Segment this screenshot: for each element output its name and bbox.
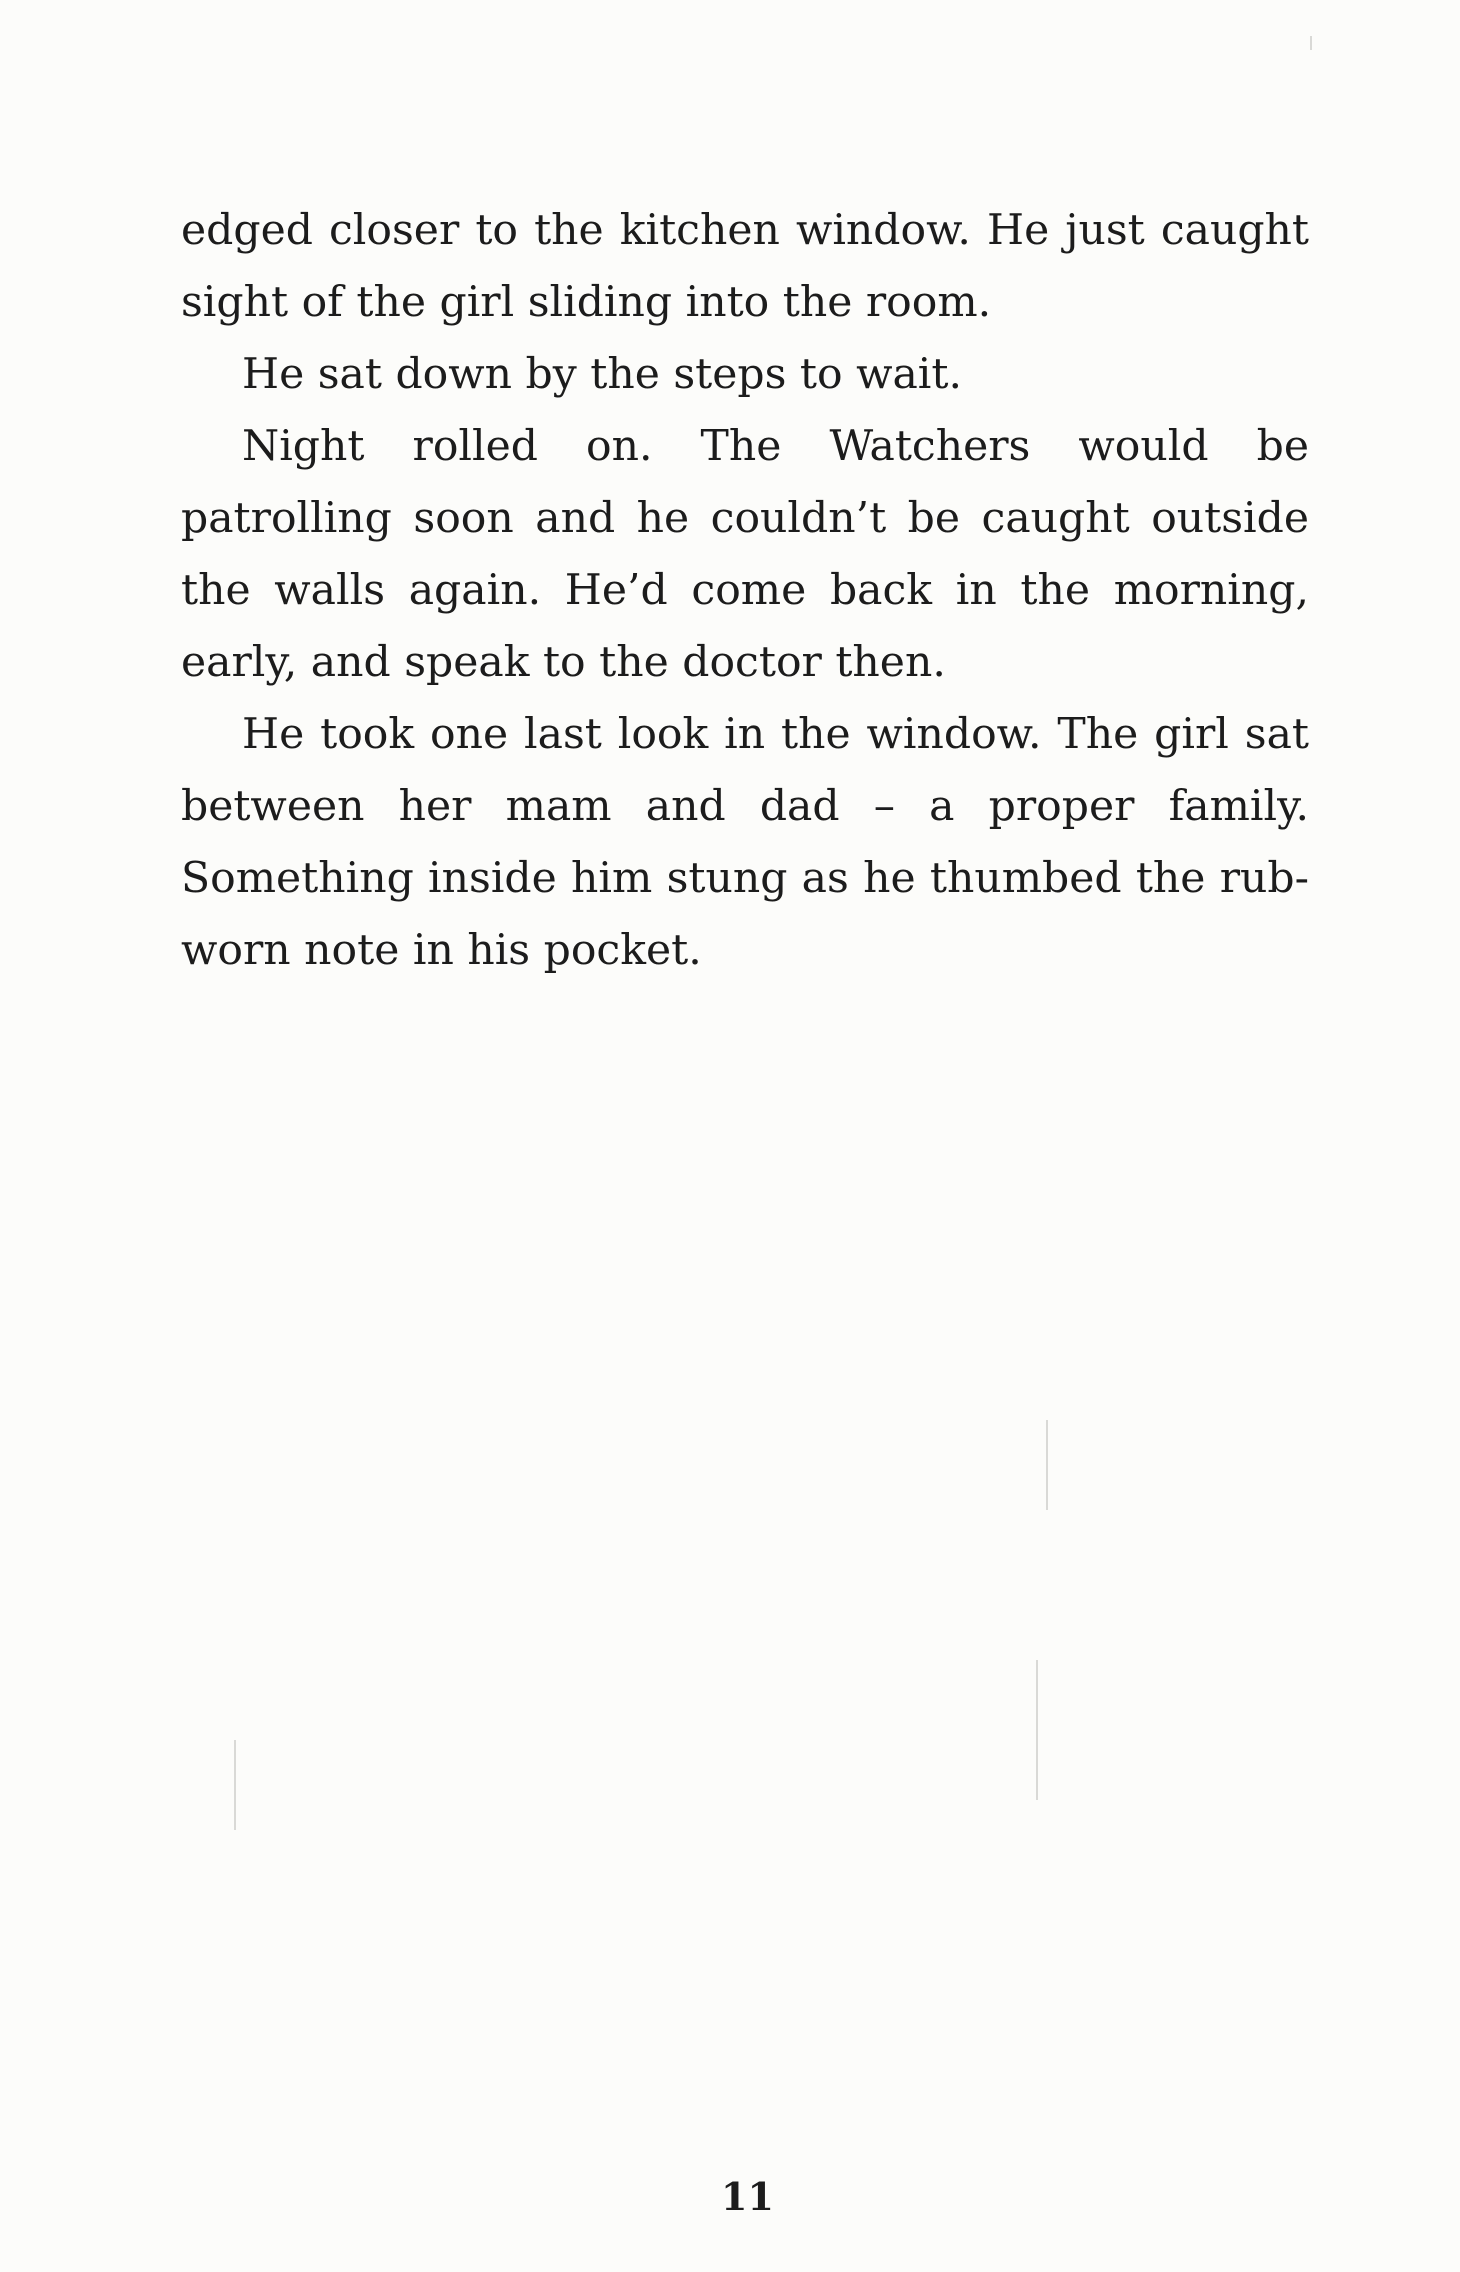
scan-artifact-mark <box>1310 36 1312 50</box>
paragraph-2: He sat down by the steps to wait. <box>242 350 962 399</box>
paragraph-3: Night rolled on. The Watchers would be patrolling soon and he couldn’t be caught outside the walls again. He’d come back in the morning, early, and speak to the doctor then. <box>181 422 1309 687</box>
scan-artifact-mark <box>234 1740 236 1830</box>
scan-artifact-mark <box>1046 1420 1048 1510</box>
body-text <box>181 195 1309 987</box>
scan-artifact-mark <box>1036 1660 1038 1800</box>
page-number: 11 <box>721 2174 774 2219</box>
paragraph-4: He took one last look in the window. The girl sat between her mam and dad – a proper family. Something inside him stung as he thumbed the rub-worn note in his pocket. <box>181 710 1309 975</box>
paragraph-1: edged closer to the kitchen window. He just caught sight of the girl sliding into the room. <box>181 206 1309 327</box>
